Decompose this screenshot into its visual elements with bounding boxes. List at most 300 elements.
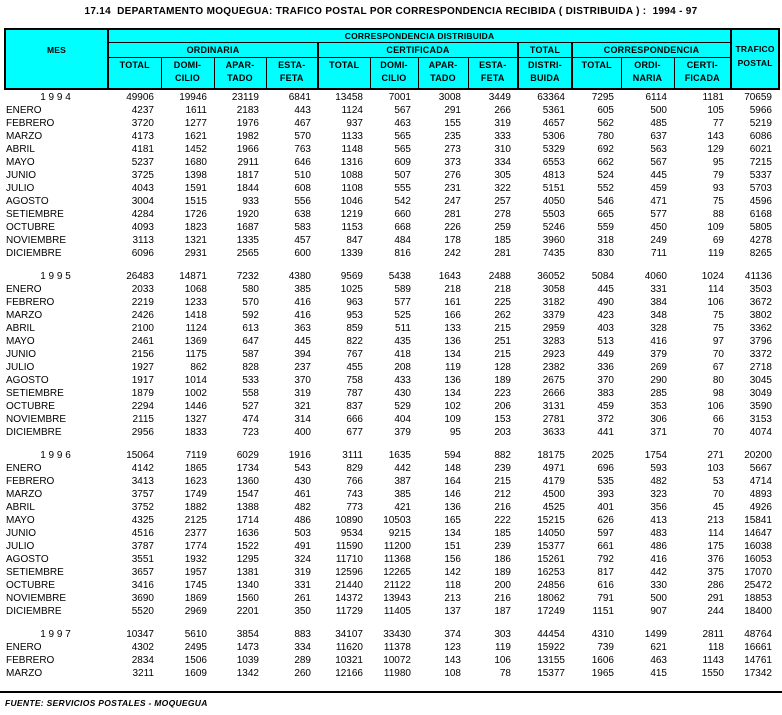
cell-mes: DICIEMBRE xyxy=(6,606,62,617)
cell-value: 14050 xyxy=(537,528,565,539)
cell-mes: ABRIL xyxy=(6,144,35,155)
cell-value: 95 xyxy=(449,427,461,438)
cell-value: 1823 xyxy=(184,222,207,233)
cell-value: 2488 xyxy=(488,271,511,282)
subcol-label: DOMI- xyxy=(173,60,202,70)
cell-value: 189 xyxy=(494,375,511,386)
cell-value: 70 xyxy=(712,349,724,360)
cell-value: 1148 xyxy=(341,144,363,155)
table-row xyxy=(4,374,778,387)
cell-value: 5151 xyxy=(542,183,565,194)
cell-value: 4813 xyxy=(542,170,565,181)
cell-value: 333 xyxy=(494,131,511,142)
cell-value: 3690 xyxy=(131,593,154,604)
cell-value: 278 xyxy=(494,209,511,220)
cell-value: 136 xyxy=(444,375,461,386)
cell-mes: JUNIO xyxy=(6,170,36,181)
cell-value: 118 xyxy=(445,580,461,591)
cell-mes: JULIO xyxy=(6,541,35,552)
cell-value: 189 xyxy=(494,567,511,578)
cell-value: 3283 xyxy=(542,336,565,347)
trafico-label-line1: TRAFICO xyxy=(735,44,775,54)
table-row-year xyxy=(4,449,778,462)
cell-value: 2931 xyxy=(184,248,207,259)
cell-value: 3720 xyxy=(131,118,154,129)
cell-mes: JUNIO xyxy=(6,528,36,539)
cell-value: 70 xyxy=(712,489,724,500)
cell-value: 23119 xyxy=(231,92,259,103)
cell-mes: MAYO xyxy=(6,157,35,168)
cell-value: 593 xyxy=(650,463,667,474)
cell-value: 1623 xyxy=(184,476,207,487)
subcol-ordinaria-domicilio xyxy=(161,58,214,90)
cell-value: 321 xyxy=(294,401,311,412)
block-spacer xyxy=(4,260,778,270)
cell-mes: OCTUBRE xyxy=(6,222,55,233)
cell-mes: AGOSTO xyxy=(6,196,49,207)
cell-value: 331 xyxy=(650,284,667,295)
table-row xyxy=(4,361,778,374)
cell-value: 175 xyxy=(707,541,724,552)
cell-value: 363 xyxy=(294,323,311,334)
cell-value: 374 xyxy=(444,629,461,640)
cell-value: 668 xyxy=(394,222,411,233)
cell-value: 1233 xyxy=(184,297,207,308)
cell-value: 791 xyxy=(597,593,614,604)
cell-value: 556 xyxy=(294,196,311,207)
table-row xyxy=(4,514,778,527)
cell-value: 570 xyxy=(294,131,311,142)
cell-value: 15377 xyxy=(537,668,565,679)
cell-value: 4284 xyxy=(131,209,154,220)
cell-value: 485 xyxy=(650,118,667,129)
cell-value: 3153 xyxy=(749,414,772,425)
cell-value: 2565 xyxy=(236,248,259,259)
cell-value: 442 xyxy=(650,567,667,578)
cell-mes: MARZO xyxy=(6,668,43,679)
cell-value: 216 xyxy=(494,502,511,513)
cell-value: 324 xyxy=(294,554,311,565)
cell-value: 48764 xyxy=(744,629,772,640)
cell-value: 562 xyxy=(597,118,614,129)
cell-value: 281 xyxy=(444,209,461,220)
cell-value: 4516 xyxy=(131,528,154,539)
cell-value: 394 xyxy=(294,349,311,360)
cell-value: 136 xyxy=(444,502,461,513)
cell-value: 18853 xyxy=(744,593,772,604)
cell-value: 136 xyxy=(444,336,461,347)
cell-value: 212 xyxy=(494,489,511,500)
cell-value: 249 xyxy=(650,235,667,246)
cell-value: 1014 xyxy=(184,375,207,386)
cell-value: 459 xyxy=(650,183,667,194)
cell-value: 148 xyxy=(444,463,461,474)
cell-value: 2377 xyxy=(184,528,207,539)
cell-value: 146 xyxy=(444,489,461,500)
cell-value: 336 xyxy=(597,362,614,373)
subcol-label: FETA xyxy=(279,73,304,83)
subcol-certificada-estafeta xyxy=(468,58,518,90)
cell-value: 555 xyxy=(394,183,411,194)
cell-value: 108 xyxy=(444,668,461,679)
cell-value: 513 xyxy=(597,336,614,347)
cell-value: 78 xyxy=(499,668,511,679)
cell-value: 223 xyxy=(494,388,511,399)
cell-value: 4525 xyxy=(542,502,565,513)
cell-value: 4596 xyxy=(749,196,772,207)
cell-value: 4310 xyxy=(591,629,614,640)
cell-value: 1976 xyxy=(236,118,259,129)
cell-value: 215 xyxy=(494,349,511,360)
cell-value: 461 xyxy=(294,489,311,500)
table-row xyxy=(4,400,778,413)
cell-value: 558 xyxy=(242,388,259,399)
cell-value: 3802 xyxy=(749,310,772,321)
cell-value: 482 xyxy=(294,502,311,513)
cell-value: 535 xyxy=(597,476,614,487)
cell-value: 14372 xyxy=(335,593,363,604)
cell-value: 7001 xyxy=(388,92,411,103)
subcol-label: CERTI- xyxy=(686,60,718,70)
cell-value: 273 xyxy=(444,144,461,155)
table-row xyxy=(4,566,778,579)
cell-value: 1965 xyxy=(591,668,614,679)
cell-value: 1932 xyxy=(184,554,207,565)
cell-value: 621 xyxy=(650,642,667,653)
cell-mes: DICIEMBRE xyxy=(6,427,62,438)
cell-value: 482 xyxy=(650,476,667,487)
cell-value: 953 xyxy=(346,310,363,321)
cell-value: 666 xyxy=(346,414,363,425)
cell-value: 696 xyxy=(597,463,614,474)
cell-value: 1636 xyxy=(236,528,259,539)
cell-value: 1339 xyxy=(340,248,363,259)
cell-value: 6021 xyxy=(749,144,772,155)
cell-value: 10347 xyxy=(126,629,154,640)
cell-value: 1143 xyxy=(702,655,724,666)
table-row xyxy=(4,247,778,260)
subcol-label: ESTA- xyxy=(479,60,507,70)
cell-value: 3449 xyxy=(488,92,511,103)
cell-value: 758 xyxy=(346,375,363,386)
cell-value: 319 xyxy=(294,388,311,399)
cell-value: 13943 xyxy=(383,593,411,604)
table-row xyxy=(4,309,778,322)
cell-value: 4237 xyxy=(131,105,154,116)
cell-value: 10503 xyxy=(383,515,411,526)
table-row xyxy=(4,169,778,182)
cell-value: 829 xyxy=(346,463,363,474)
cell-value: 1774 xyxy=(184,541,207,552)
cell-value: 1506 xyxy=(184,655,207,666)
cell-value: 577 xyxy=(394,297,411,308)
cell-value: 8265 xyxy=(749,248,772,259)
subcol-certificada-total xyxy=(318,58,370,90)
subcol-label: TADO xyxy=(227,73,253,83)
cell-value: 350 xyxy=(294,606,311,617)
cell-value: 4380 xyxy=(288,271,311,282)
cell-value: 1369 xyxy=(184,336,207,347)
cell-value: 1124 xyxy=(185,323,207,334)
cell-value: 15215 xyxy=(537,515,565,526)
cell-value: 105 xyxy=(707,105,724,116)
cell-value: 430 xyxy=(294,476,311,487)
cell-value: 10321 xyxy=(335,655,363,666)
cell-value: 2675 xyxy=(542,375,565,386)
cell-value: 413 xyxy=(650,515,667,526)
subcol-correspondencia-total xyxy=(572,58,621,90)
cell-value: 33430 xyxy=(383,629,411,640)
cell-value: 164 xyxy=(444,476,461,487)
cell-value: 565 xyxy=(394,144,411,155)
cell-mes: AGOSTO xyxy=(6,554,49,565)
cell-value: 559 xyxy=(597,222,614,233)
cell-mes: FEBRERO xyxy=(6,118,55,129)
cell-value: 53 xyxy=(712,476,724,487)
cell-value: 36052 xyxy=(537,271,565,282)
cell-value: 17249 xyxy=(537,606,565,617)
cell-value: 580 xyxy=(242,284,259,295)
cell-value: 310 xyxy=(494,144,511,155)
cell-value: 5361 xyxy=(542,105,565,116)
cell-value: 552 xyxy=(597,183,614,194)
cell-value: 1927 xyxy=(131,362,154,373)
subcol-ordinaria-estafeta xyxy=(266,58,318,90)
cell-value: 318 xyxy=(597,235,614,246)
cell-value: 616 xyxy=(597,580,614,591)
cell-value: 1920 xyxy=(236,209,259,220)
cell-value: 11620 xyxy=(335,642,363,653)
cell-value: 2125 xyxy=(184,515,207,526)
cell-value: 4971 xyxy=(542,463,565,474)
cell-value: 626 xyxy=(597,515,614,526)
cell-value: 4093 xyxy=(131,222,154,233)
cell-value: 1181 xyxy=(702,92,724,103)
cell-value: 77 xyxy=(712,118,724,129)
cell-value: 2294 xyxy=(131,401,154,412)
cell-value: 128 xyxy=(494,362,511,373)
cell-value: 9569 xyxy=(340,271,363,282)
cell-value: 7435 xyxy=(542,248,565,259)
cell-value: 80 xyxy=(712,375,724,386)
cell-value: 1046 xyxy=(340,196,363,207)
cell-mes: 1 9 9 7 xyxy=(40,629,71,640)
table-row xyxy=(4,335,778,348)
cell-value: 2201 xyxy=(236,606,259,617)
cell-value: 334 xyxy=(294,642,311,653)
table-row xyxy=(4,462,778,475)
cell-value: 16053 xyxy=(744,554,772,565)
cell-value: 153 xyxy=(494,414,511,425)
cell-value: 507 xyxy=(394,170,411,181)
cell-value: 5805 xyxy=(749,222,772,233)
cell-value: 1335 xyxy=(236,235,259,246)
cell-value: 186 xyxy=(494,554,511,565)
cell-value: 3049 xyxy=(749,388,772,399)
cell-value: 106 xyxy=(707,401,724,412)
cell-value: 5337 xyxy=(749,170,772,181)
table-row xyxy=(4,322,778,335)
cell-value: 187 xyxy=(494,606,511,617)
table-row xyxy=(4,667,778,680)
cell-value: 1452 xyxy=(184,144,207,155)
cell-value: 75 xyxy=(712,310,724,321)
subcol-label: APAR- xyxy=(428,60,458,70)
cell-value: 2033 xyxy=(131,284,154,295)
table-row xyxy=(4,553,778,566)
cell-value: 416 xyxy=(294,297,311,308)
block-spacer xyxy=(4,618,778,628)
column-header-trafico-postal xyxy=(731,29,779,89)
cell-value: 3113 xyxy=(132,235,154,246)
cell-value: 97 xyxy=(712,336,724,347)
cell-value: 3551 xyxy=(131,554,154,565)
cell-value: 416 xyxy=(294,310,311,321)
cell-value: 4278 xyxy=(749,235,772,246)
cell-value: 1219 xyxy=(340,209,363,220)
cell-value: 70659 xyxy=(744,92,772,103)
table-row xyxy=(4,527,778,540)
cell-mes: ENERO xyxy=(6,642,42,653)
cell-value: 1879 xyxy=(131,388,154,399)
cell-value: 12596 xyxy=(335,567,363,578)
cell-mes: JUNIO xyxy=(6,349,36,360)
cell-value: 567 xyxy=(650,157,667,168)
cell-value: 222 xyxy=(494,515,511,526)
table-row xyxy=(4,296,778,309)
cell-value: 4325 xyxy=(131,515,154,526)
cell-value: 151 xyxy=(444,541,461,552)
cell-value: 1680 xyxy=(184,157,207,168)
cell-value: 1316 xyxy=(340,157,363,168)
cell-value: 239 xyxy=(494,541,511,552)
cell-value: 213 xyxy=(707,515,724,526)
cell-value: 423 xyxy=(597,310,614,321)
cell-value: 69 xyxy=(712,235,724,246)
subcol-label: BUIDA xyxy=(530,73,560,83)
cell-value: 106 xyxy=(494,655,511,666)
cell-value: 2969 xyxy=(184,606,207,617)
cell-value: 587 xyxy=(242,349,259,360)
cell-value: 883 xyxy=(294,629,311,640)
cell-value: 200 xyxy=(494,580,511,591)
cell-value: 75 xyxy=(712,323,724,334)
cell-value: 371 xyxy=(650,427,667,438)
cell-value: 166 xyxy=(444,310,461,321)
cell-value: 2156 xyxy=(131,349,154,360)
cell-value: 10890 xyxy=(335,515,363,526)
table-row xyxy=(4,592,778,605)
cell-value: 711 xyxy=(651,248,667,259)
cell-value: 3211 xyxy=(132,668,154,679)
cell-value: 15261 xyxy=(537,554,565,565)
cell-value: 5520 xyxy=(131,606,154,617)
cell-value: 609 xyxy=(394,157,411,168)
table-row xyxy=(4,195,778,208)
cell-value: 18175 xyxy=(537,450,565,461)
cell-mes: MARZO xyxy=(6,131,43,142)
cell-value: 12166 xyxy=(335,668,363,679)
cell-mes: ABRIL xyxy=(6,323,35,334)
cell-value: 216 xyxy=(494,593,511,604)
cell-value: 463 xyxy=(394,118,411,129)
cell-value: 457 xyxy=(294,235,311,246)
cell-value: 471 xyxy=(650,196,667,207)
cell-value: 3058 xyxy=(542,284,565,295)
cell-value: 266 xyxy=(494,105,511,116)
cell-value: 2115 xyxy=(132,414,154,425)
cell-value: 3796 xyxy=(749,336,772,347)
cell-mes: FEBRERO xyxy=(6,655,55,666)
cell-value: 400 xyxy=(294,427,311,438)
cell-value: 4050 xyxy=(542,196,565,207)
cell-value: 109 xyxy=(444,414,461,425)
cell-value: 570 xyxy=(242,297,259,308)
cell-value: 862 xyxy=(190,362,207,373)
cell-value: 259 xyxy=(494,222,511,233)
cell-value: 185 xyxy=(494,235,511,246)
cell-value: 1151 xyxy=(592,606,614,617)
cell-value: 449 xyxy=(597,349,614,360)
cell-value: 5966 xyxy=(749,105,772,116)
cell-value: 1473 xyxy=(236,642,259,653)
cell-value: 178 xyxy=(444,235,461,246)
cell-value: 637 xyxy=(650,131,667,142)
cell-mes: OCTUBRE xyxy=(6,401,55,412)
cell-value: 213 xyxy=(444,593,461,604)
table-row xyxy=(4,540,778,553)
cell-value: 3657 xyxy=(131,567,154,578)
cell-value: 1714 xyxy=(236,515,259,526)
table-row xyxy=(4,283,778,296)
cell-value: 95 xyxy=(712,157,724,168)
cell-value: 1687 xyxy=(236,222,259,233)
cell-value: 129 xyxy=(707,144,724,155)
cell-value: 1844 xyxy=(236,183,259,194)
group-header-certificada: CERTIFICADA xyxy=(318,43,518,58)
cell-value: 484 xyxy=(394,235,411,246)
cell-value: 143 xyxy=(444,655,461,666)
cell-value: 594 xyxy=(444,450,461,461)
cell-value: 491 xyxy=(294,541,311,552)
cell-value: 102 xyxy=(444,401,461,412)
table-row xyxy=(4,143,778,156)
cell-value: 455 xyxy=(346,362,363,373)
cell-value: 1606 xyxy=(591,655,614,666)
cell-value: 3182 xyxy=(542,297,565,308)
subcol-certificada-domicilio xyxy=(370,58,418,90)
cell-value: 98 xyxy=(712,388,724,399)
table-row-year xyxy=(4,91,778,104)
cell-mes: JULIO xyxy=(6,362,35,373)
cell-value: 3787 xyxy=(131,541,154,552)
cell-value: 608 xyxy=(294,183,311,194)
cell-value: 285 xyxy=(650,388,667,399)
cell-value: 231 xyxy=(444,183,461,194)
cell-value: 6841 xyxy=(288,92,311,103)
cell-value: 2956 xyxy=(131,427,154,438)
cell-value: 2426 xyxy=(131,310,154,321)
cell-value: 467 xyxy=(294,118,311,129)
cell-value: 44454 xyxy=(537,629,565,640)
cell-value: 7232 xyxy=(236,271,259,282)
cell-value: 600 xyxy=(294,248,311,259)
cell-value: 1153 xyxy=(341,222,363,233)
cell-value: 4043 xyxy=(131,183,154,194)
cell-value: 218 xyxy=(444,284,461,295)
cell-value: 203 xyxy=(494,427,511,438)
cell-value: 257 xyxy=(494,196,511,207)
